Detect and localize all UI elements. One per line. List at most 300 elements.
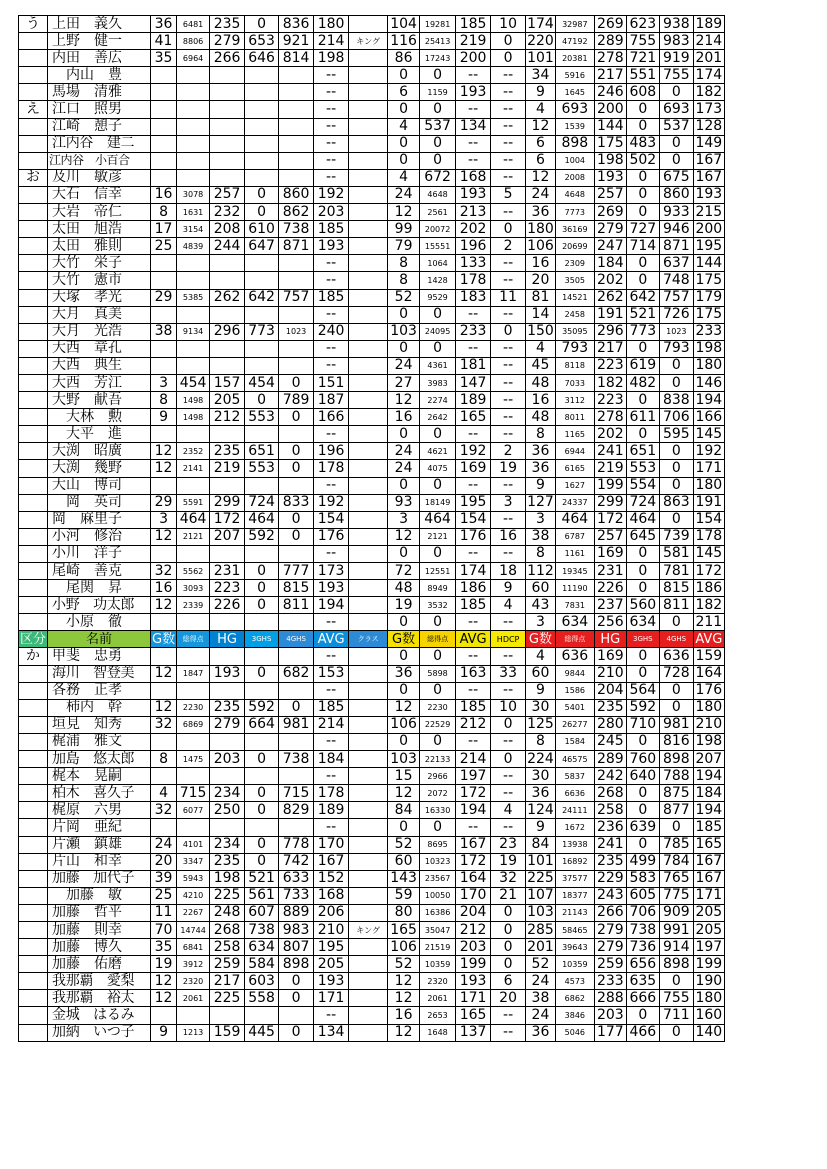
score-cell: 16 [526,255,556,272]
score-cell: 0 [659,511,693,528]
score-cell: 814 [279,50,314,67]
score-cell: 946 [659,221,693,238]
score-cell: 47192 [555,33,594,50]
score-cell: 6862 [555,990,594,1007]
score-cell [177,648,210,665]
score-cell: 32 [151,563,177,580]
member-name-cell: 江内谷 小百合 [48,152,151,169]
score-cell: 185 [314,699,349,716]
score-cell: 217 [594,67,626,84]
score-cell [245,152,279,169]
score-cell: 184 [594,255,626,272]
score-cell [151,340,177,357]
kana-group-cell [19,956,48,973]
score-cell: 16 [388,1007,420,1024]
score-cell: 193 [594,169,626,186]
score-cell: 36 [526,443,556,460]
score-cell: 235 [210,853,245,870]
score-cell: 8 [526,733,556,750]
score-cell: 0 [388,306,420,323]
score-cell: 6 [526,152,556,169]
score-cell: 2121 [420,528,456,545]
score-cell: 502 [626,152,659,169]
score-cell: 26277 [555,716,594,733]
score-cell: 755 [659,990,693,1007]
score-cell: 645 [626,528,659,545]
score-cell: 0 [491,904,526,921]
score-cell [151,648,177,665]
score-cell: 167 [314,853,349,870]
score-cell: 605 [626,887,659,904]
score-cell: 194 [693,392,724,409]
score-cell: 211 [693,614,724,631]
score-cell [151,135,177,152]
score-cell: 898 [659,956,693,973]
score-cell: 6481 [177,16,210,33]
member-name-cell: 柏木 喜久子 [48,785,151,802]
score-cell: 81 [526,289,556,306]
member-name-cell: 海川 智登美 [48,665,151,682]
score-cell [151,306,177,323]
member-name-cell: 大平 進 [48,426,151,443]
score-cell: -- [491,545,526,562]
kana-group-cell [19,887,48,904]
score-cell: 210 [314,921,349,938]
score-cell: 0 [626,665,659,682]
score-cell [279,614,314,631]
score-cell: 3 [388,511,420,528]
score-cell [177,306,210,323]
score-cell: 738 [245,921,279,938]
score-cell [279,819,314,836]
score-cell: -- [314,306,349,323]
score-cell: 19 [388,597,420,614]
score-cell: 0 [626,272,659,289]
member-name-cell: 加藤 加代子 [48,870,151,887]
score-cell: 623 [626,16,659,33]
score-cell: 706 [659,409,693,426]
score-cell: 773 [626,323,659,340]
score-cell: 454 [177,374,210,391]
score-cell: 0 [626,118,659,135]
kana-group-cell [19,67,48,84]
score-cell: 6841 [177,939,210,956]
score-cell: 181 [456,357,491,374]
score-cell [279,426,314,443]
member-name-cell: 大渕 幾野 [48,460,151,477]
score-cell: 537 [420,118,456,135]
member-name-cell: 大野 献吾 [48,392,151,409]
score-cell: 0 [491,323,526,340]
score-cell [210,1007,245,1024]
score-cell [279,67,314,84]
score-cell: 180 [314,16,349,33]
score-cell: 807 [279,939,314,956]
class-cell [349,904,388,921]
score-cell: 499 [626,853,659,870]
score-cell: 726 [659,306,693,323]
kana-group-cell [19,973,48,990]
score-cell: -- [491,118,526,135]
score-cell: 637 [659,255,693,272]
score-cell: 20381 [555,50,594,67]
score-cell: 5916 [555,67,594,84]
member-name-cell: 小河 修治 [48,528,151,545]
class-cell [349,186,388,203]
score-cell: 0 [626,836,659,853]
score-cell [245,84,279,101]
score-cell: 30 [526,768,556,785]
score-cell: 0 [491,956,526,973]
score-cell: -- [314,272,349,289]
kana-group-cell [19,682,48,699]
score-cell: 259 [210,956,245,973]
score-cell: 153 [314,665,349,682]
table-row [19,101,725,118]
score-cell [279,357,314,374]
score-cell: 168 [456,169,491,186]
score-cell: -- [491,340,526,357]
score-cell: -- [491,409,526,426]
score-cell: 234 [210,785,245,802]
table-row [19,597,725,614]
kana-group-cell [19,50,48,67]
score-cell: 0 [245,853,279,870]
score-cell: 464 [555,511,594,528]
score-cell: 193 [210,665,245,682]
score-cell: 991 [659,921,693,938]
score-cell: 194 [693,802,724,819]
score-cell: 183 [456,289,491,306]
class-cell [349,409,388,426]
score-cell: 651 [626,443,659,460]
score-cell: -- [491,204,526,221]
score-cell [210,545,245,562]
score-cell [210,67,245,84]
score-cell: 36 [526,204,556,221]
score-cell: 48 [526,409,556,426]
kana-group-cell [19,733,48,750]
score-cell: 10359 [420,956,456,973]
score-cell: 1672 [555,819,594,836]
table-row [19,1007,725,1024]
class-cell [349,870,388,887]
score-cell: 521 [626,306,659,323]
score-cell: 24 [526,186,556,203]
score-cell: 0 [659,374,693,391]
score-cell: 171 [693,887,724,904]
member-name-cell: 馬場 清雅 [48,84,151,101]
score-cell: 198 [314,50,349,67]
table-row [19,494,725,511]
score-cell: 860 [659,186,693,203]
score-cell: 3983 [420,374,456,391]
score-cell: 289 [594,33,626,50]
score-cell: 27 [388,374,420,391]
score-cell: 107 [527,887,554,904]
score-cell: -- [314,67,349,84]
score-cell: -- [491,169,526,186]
score-cell [279,272,314,289]
score-cell: 811 [659,597,693,614]
class-cell [349,648,388,665]
kana-group-cell [19,409,48,426]
score-cell: -- [314,477,349,494]
table-row [19,956,725,973]
score-cell: 38 [151,323,177,340]
score-cell: 257 [594,186,626,203]
kana-group-cell [19,340,48,357]
score-cell: 193 [314,580,349,597]
score-cell: 4 [491,597,526,614]
score-cell: 167 [693,853,724,870]
score-cell: 554 [626,477,659,494]
score-cell: 464 [626,511,659,528]
table-row [19,443,725,460]
score-cell: 748 [659,272,693,289]
score-cell: 16 [388,409,420,426]
kana-group-cell [19,272,48,289]
member-name-cell: 小原 徹 [48,614,151,631]
kana-group-cell: え [19,101,48,118]
score-cell: 2141 [177,460,210,477]
score-cell: 788 [659,768,693,785]
score-cell: 179 [693,289,724,306]
score-cell: 35 [151,50,177,67]
score-cell: 0 [420,101,456,118]
member-name-cell: 大竹 憲市 [48,272,151,289]
score-cell: 187 [314,392,349,409]
score-cell: 24095 [420,323,456,340]
score-cell: 898 [659,751,693,768]
score-cell [177,169,210,186]
score-cell: 280 [594,716,626,733]
score-cell: 203 [594,1007,626,1024]
score-cell: 7033 [555,374,594,391]
score-cell: -- [314,135,349,152]
table-row [19,853,725,870]
score-cell [177,340,210,357]
score-cell: 128 [693,118,724,135]
score-cell: 25413 [420,33,456,50]
score-cell: 0 [626,255,659,272]
class-cell [349,956,388,973]
score-cell: 3 [491,494,526,511]
score-cell: 189 [314,802,349,819]
score-cell: 0 [245,751,279,768]
score-cell: 32 [151,802,177,819]
table-row [19,819,725,836]
score-cell: 84 [526,836,556,853]
score-cell: 201 [527,938,554,955]
score-cell: 212 [210,409,245,426]
score-cell: 99 [388,221,420,238]
score-cell: 147 [456,374,491,391]
score-cell: 106 [527,237,554,254]
score-cell: 5591 [177,494,210,511]
score-cell: 755 [626,33,659,50]
score-cell: 765 [659,870,693,887]
score-cell [177,614,210,631]
score-cell: 167 [693,870,724,887]
score-cell: 185 [693,819,724,836]
score-cell: 0 [491,33,526,50]
score-cell: 4 [388,118,420,135]
score-cell: 219 [594,460,626,477]
score-cell: 257 [594,528,626,545]
score-cell: 640 [626,768,659,785]
score-cell: 25 [151,887,177,904]
kana-group-cell [19,135,48,152]
score-cell: 898 [555,135,594,152]
score-cell: 5046 [555,1024,594,1041]
score-cell: 9844 [555,665,594,682]
score-cell: 738 [626,921,659,938]
member-name-cell: 小野 功太郎 [48,597,151,614]
score-cell: -- [456,614,491,631]
score-cell: 210 [594,665,626,682]
name-header: 名前 [48,631,151,648]
score-cell: 898 [279,956,314,973]
score-cell: 20 [526,272,556,289]
score-cell: 639 [626,819,659,836]
score-cell: 0 [659,699,693,716]
kana-group-cell [19,306,48,323]
member-name-cell: 梶浦 雅文 [48,733,151,750]
score-cell: 166 [314,409,349,426]
score-cell [151,101,177,118]
score-cell: 36 [526,785,556,802]
score-cell: 257 [210,186,245,203]
score-cell: 103 [388,751,420,768]
score-cell [245,306,279,323]
score-cell: 193 [456,84,491,101]
kana-group-cell [19,597,48,614]
table-row [19,357,725,374]
kana-group-cell [19,426,48,443]
score-cell: 217 [210,973,245,990]
score-cell: 15 [388,768,420,785]
score-cell: 608 [626,84,659,101]
score-cell: 168 [314,887,349,904]
score-cell: -- [314,169,349,186]
score-cell [210,135,245,152]
score-cell: 11 [151,904,177,921]
score-cell: 242 [594,768,626,785]
score-cell: -- [491,101,526,118]
score-cell: 235 [594,699,626,716]
score-cell: 202 [456,221,491,238]
score-cell: 0 [279,409,314,426]
4ghs-header: 4GHS [279,631,314,648]
class-cell [349,204,388,221]
score-cell: 4648 [420,186,456,203]
score-cell: 0 [626,1007,659,1024]
score-cell: -- [491,1024,526,1041]
score-cell: 175 [594,135,626,152]
score-cell: 101 [527,49,554,66]
kana-group-cell [19,836,48,853]
score-cell: 2072 [420,785,456,802]
member-name-cell: 加島 悠太郎 [48,751,151,768]
class-cell [349,221,388,238]
score-cell: 0 [279,374,314,391]
score-cell: -- [456,733,491,750]
table-row [19,16,725,33]
score-cell: 24 [526,1007,556,1024]
class-cell [349,768,388,785]
score-cell: 0 [626,186,659,203]
kana-group-cell [19,768,48,785]
score-cell: -- [456,67,491,84]
score-cell: 0 [420,477,456,494]
score-cell [279,340,314,357]
score-cell: 3912 [177,956,210,973]
member-name-cell: 尾関 昇 [48,580,151,597]
kana-group-cell [19,186,48,203]
class-cell [349,751,388,768]
score-cell: 189 [456,392,491,409]
score-cell: -- [491,614,526,631]
score-cell [151,1007,177,1024]
class-cell [349,152,388,169]
score-cell: 169 [594,545,626,562]
class-cell [349,272,388,289]
score-cell: 521 [245,870,279,887]
score-cell: 13938 [555,836,594,853]
score-cell: 200 [594,101,626,118]
score-cell [210,733,245,750]
score-cell: 262 [210,289,245,306]
score-cell: 592 [245,699,279,716]
member-name-cell: 太田 雅則 [48,238,151,255]
score-cell: 145 [693,545,724,562]
member-name-cell: 大西 芳江 [48,374,151,391]
kana-group-cell [19,33,48,50]
class-cell [349,169,388,186]
score-cell: 299 [594,494,626,511]
member-name-cell: 柿内 幹 [48,699,151,716]
score-cell: 0 [420,682,456,699]
score-cell [245,426,279,443]
score-cell: 0 [388,67,420,84]
class-cell [349,528,388,545]
score-cell: 454 [245,374,279,391]
score-cell: 159 [693,648,724,665]
table-row [19,887,725,904]
score-cell: 656 [626,956,659,973]
score-cell: 5385 [177,289,210,306]
score-cell: 2 [491,443,526,460]
score-cell: 17243 [420,50,456,67]
score-cell: 39 [151,870,177,887]
score-cell: 104 [388,16,420,33]
table-row [19,50,725,67]
score-cell: 19 [491,853,526,870]
score-cell: 133 [456,255,491,272]
score-cell: 1165 [555,426,594,443]
member-name-cell: 梶原 六男 [48,802,151,819]
kana-group-cell [19,204,48,221]
score-cell [279,255,314,272]
score-cell: 537 [659,118,693,135]
score-cell: 193 [456,186,491,203]
score-cell: 9529 [420,289,456,306]
class-cell [349,699,388,716]
score-cell: 675 [659,169,693,186]
score-cell: 245 [594,733,626,750]
score-cell: 4621 [420,443,456,460]
